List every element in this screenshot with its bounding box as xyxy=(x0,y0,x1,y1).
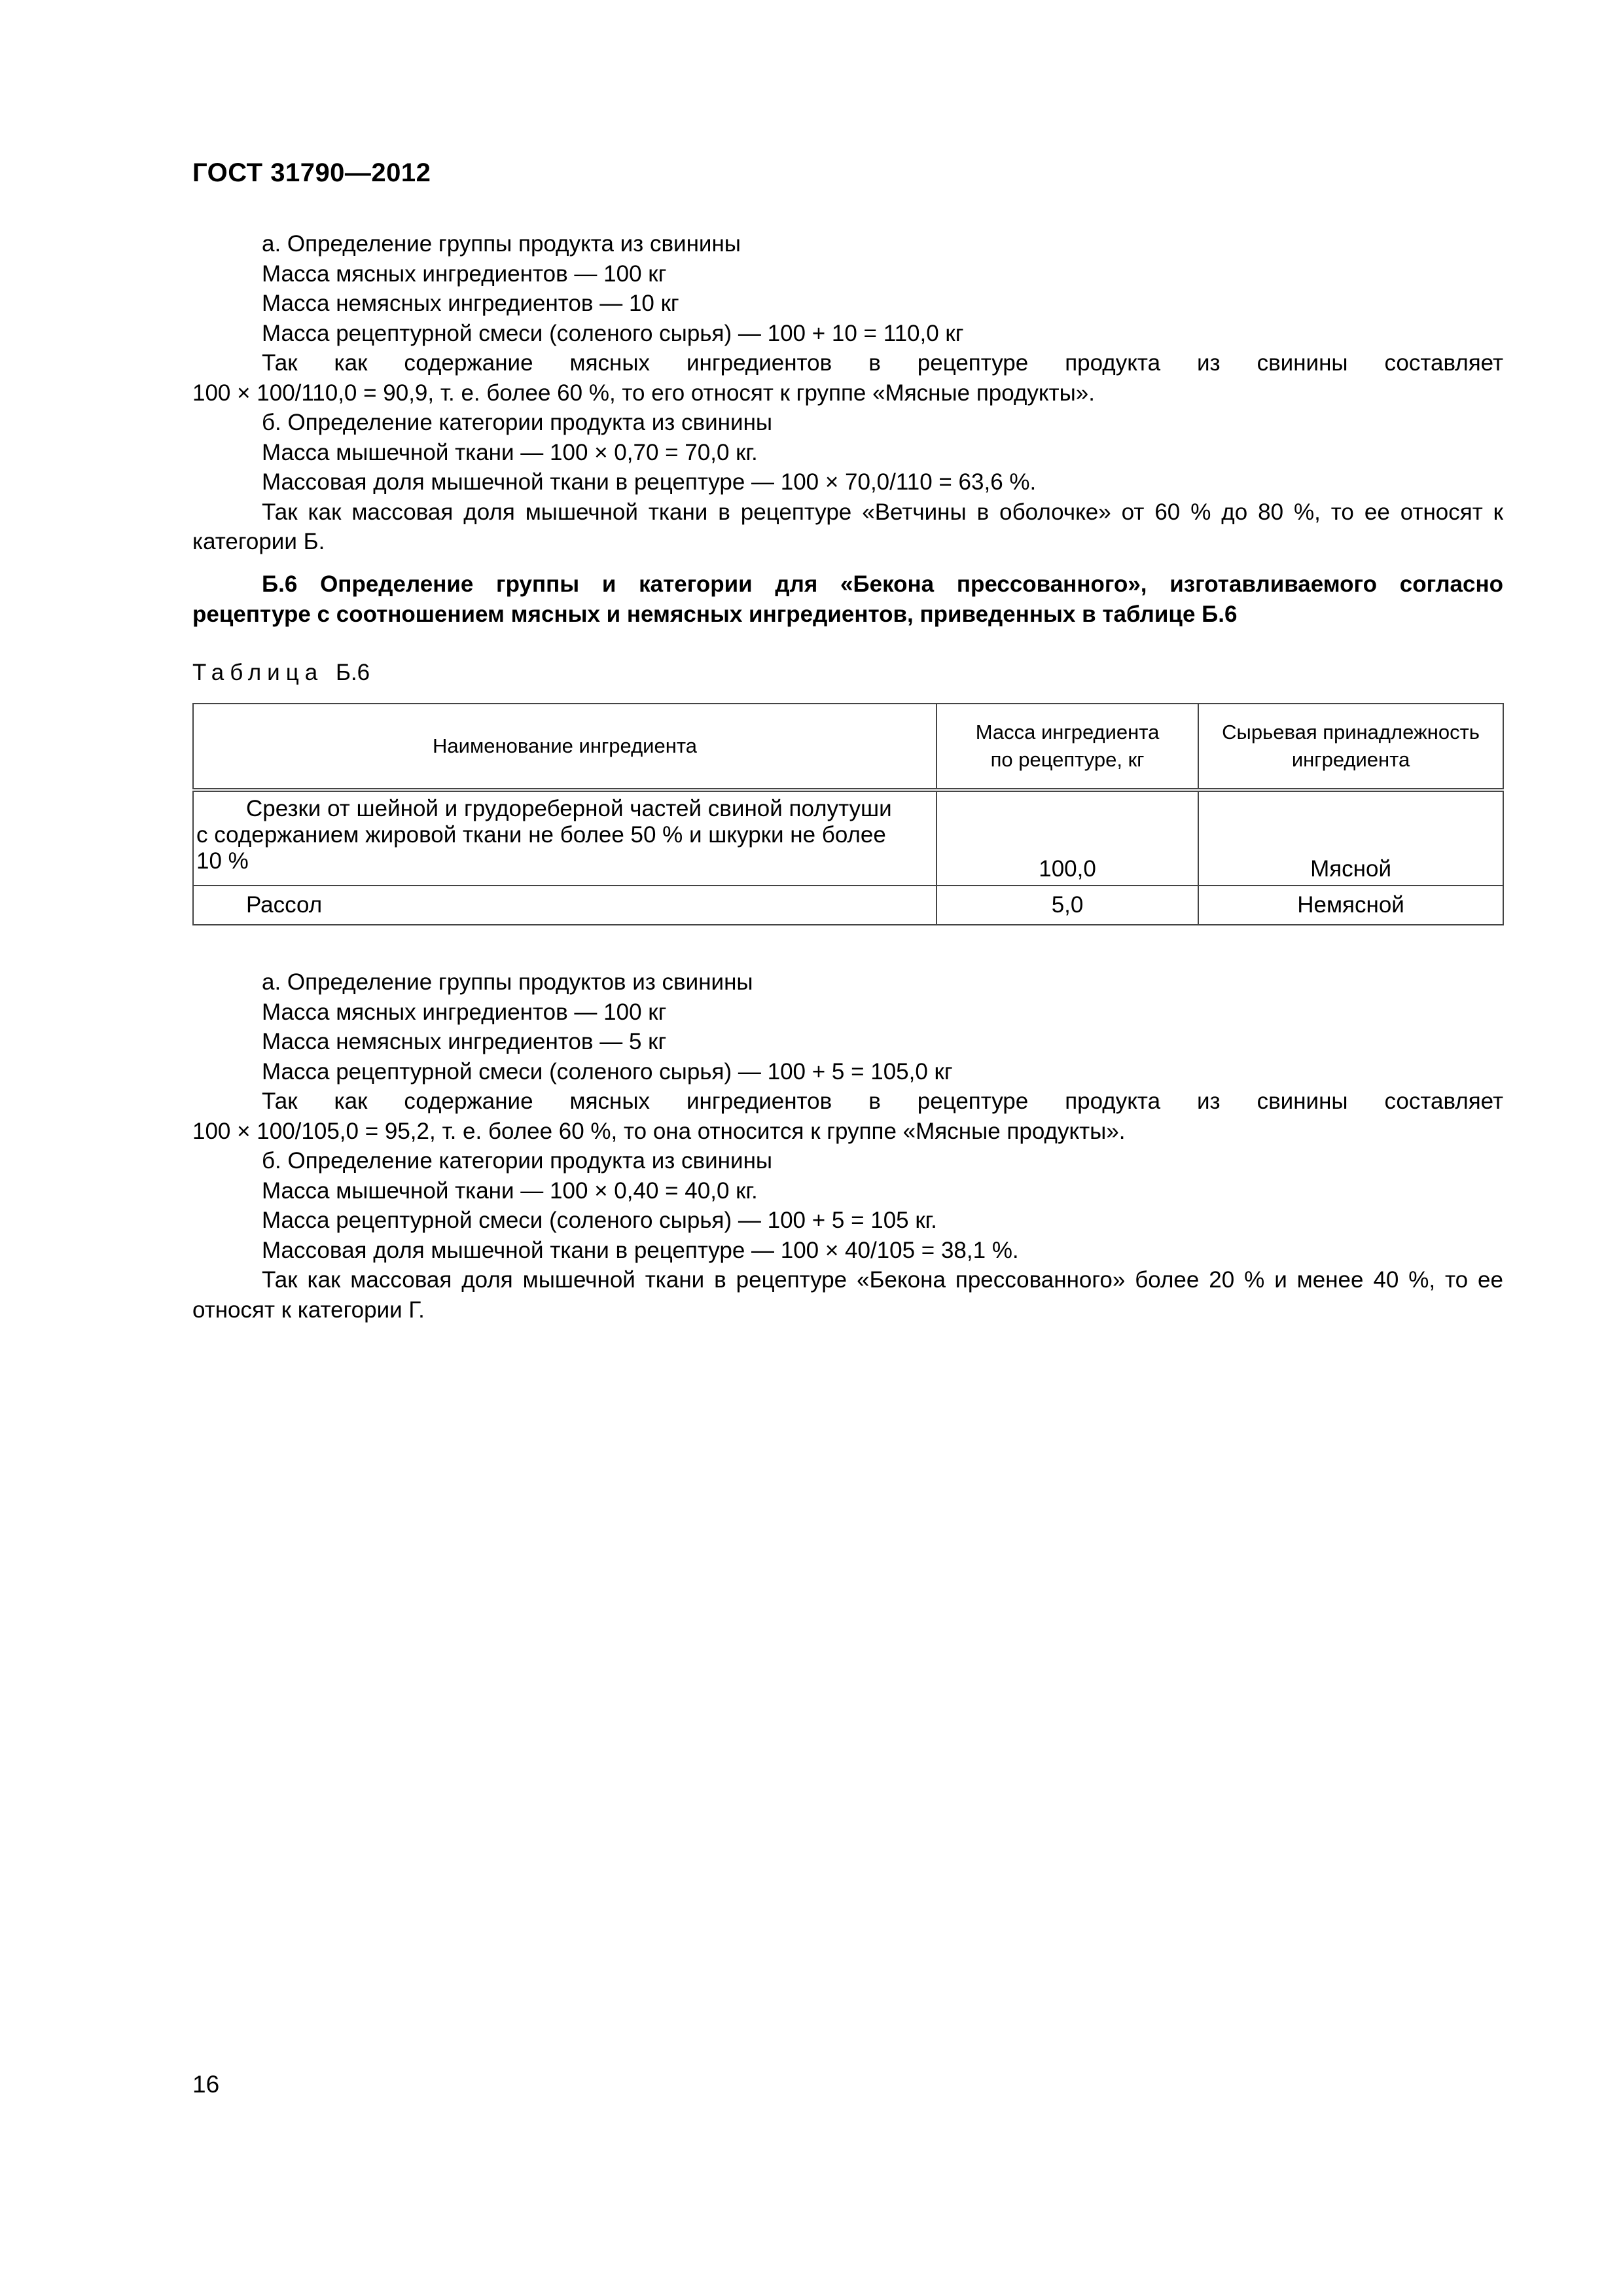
category-determination-title: б. Определение категории продукта из свинины xyxy=(262,410,773,435)
nonmeat-mass-line: Масса немясных ингредиентов — 10 кг xyxy=(262,291,679,316)
table-caption-word: Таблица xyxy=(192,660,324,685)
col-header-origin-line1: Сырьевая принадлежность xyxy=(1222,721,1480,744)
ingredients-table xyxy=(192,703,1504,925)
mix-mass-line: Масса рецептурной смеси (соленого сырья) — 100 + 5 = 105,0 кг xyxy=(262,1058,953,1085)
ingredient-mass-cell: 100,0 xyxy=(936,790,1198,886)
ingredient-mass-cell: 5,0 xyxy=(936,886,1198,925)
ingredient-origin-cell: Мясной xyxy=(1198,790,1503,886)
col-header-name-text: Наименование ингредиента xyxy=(433,734,697,757)
muscle-share-line: Массовая доля мышечной ткани в рецептуре — 100 × 70,0/110 = 63,6 %. xyxy=(262,469,1037,495)
ingredient-name-cell: Рассол xyxy=(193,886,936,925)
col-header-name xyxy=(193,704,936,790)
col-header-origin xyxy=(1198,704,1503,790)
category-conclusion-line2: относят к категории Г. xyxy=(192,1297,425,1323)
muscle-mass-line: Масса мышечной ткани — 100 × 0,70 = 70,0 кг. xyxy=(262,439,758,465)
nonmeat-mass-line: Масса немясных ингредиентов — 5 кг xyxy=(262,1029,667,1054)
group-conclusion-line1: Так как содержание мясных ингредиентов в рецептуре продукта из свинины составляет xyxy=(262,1088,1503,1114)
page-number: 16 xyxy=(192,2071,220,2098)
meat-mass-line: Масса мясных ингредиентов — 100 кг xyxy=(262,999,667,1025)
table-header-row xyxy=(193,704,1503,790)
section-b6-calculation xyxy=(192,967,1503,1325)
group-determination-title: а. Определение группы продуктов из свинины xyxy=(262,969,753,995)
ingredient-name-line1: Срезки от шейной и грудореберной частей свиной полутуши xyxy=(246,796,892,821)
group-conclusion-line2: 100 × 100/110,0 = 90,9, т. е. более 60 %, то его относят к группе «Мясные продукты». xyxy=(192,380,1095,406)
section-b6-heading xyxy=(192,569,1503,630)
category-conclusion-line1: Так как массовая доля мышечной ткани в рецептуре «Бекона прессованного» более 20 % и менее 40 %, то ее xyxy=(262,1267,1503,1293)
mix-mass-line: Масса рецептурной смеси (соленого сырья) — 100 + 10 = 110,0 кг xyxy=(262,320,964,346)
muscle-mass-line: Масса мышечной ткани — 100 × 0,40 = 40,0 кг. xyxy=(262,1177,758,1204)
col-header-mass-line2: по рецептуре, кг xyxy=(990,748,1145,771)
meat-mass-line: Масса мясных ингредиентов — 100 кг xyxy=(262,260,667,287)
group-conclusion-line1: Так как содержание мясных ингредиентов в рецептуре продукта из свинины составляет xyxy=(262,350,1503,376)
ingredient-origin-cell: Немясной xyxy=(1198,886,1503,925)
col-header-mass xyxy=(936,704,1198,790)
col-header-mass-line1: Масса ингредиента xyxy=(975,721,1160,744)
group-determination-title: а. Определение группы продукта из свинины xyxy=(262,231,741,257)
ingredient-name-line2: с содержанием жировой ткани не более 50 % и шкурки не более xyxy=(196,822,886,848)
muscle-share-line: Массовая доля мышечной ткани в рецептуре — 100 × 40/105 = 38,1 %. xyxy=(262,1237,1019,1263)
group-conclusion-line2: 100 × 100/105,0 = 95,2, т. е. более 60 %, то она относится к группе «Мясные продукты». xyxy=(192,1118,1126,1144)
col-header-origin-line2: ингредиента xyxy=(1291,748,1410,771)
document-header: ГОСТ 31790—2012 xyxy=(192,158,431,187)
section-b6-heading-line2: рецептуре с соотношением мясных и немясных ингредиентов, приведенных в таблице Б.6 xyxy=(192,601,1238,627)
category-conclusion-line1: Так как массовая доля мышечной ткани в рецептуре «Ветчины в оболочке» от 60 % до 80 %, то ее относят к xyxy=(262,499,1503,525)
table-caption xyxy=(192,660,370,686)
table-caption-number: Б.6 xyxy=(335,660,370,685)
section-b6-heading-line1: Б.6 Определение группы и категории для «Бекона прессованного», изготавливаемого согласно xyxy=(262,571,1503,597)
section-b5-calculation xyxy=(192,229,1503,557)
mix-mass-line-2: Масса рецептурной смеси (соленого сырья) — 100 + 5 = 105 кг. xyxy=(262,1208,937,1233)
category-conclusion-line2: категории Б. xyxy=(192,529,325,554)
category-determination-title: б. Определение категории продукта из свинины xyxy=(262,1148,773,1174)
ingredient-name-cell xyxy=(193,790,936,886)
table-row xyxy=(193,790,1503,886)
table-row xyxy=(193,886,1503,925)
ingredient-name-line3: 10 % xyxy=(196,848,249,874)
